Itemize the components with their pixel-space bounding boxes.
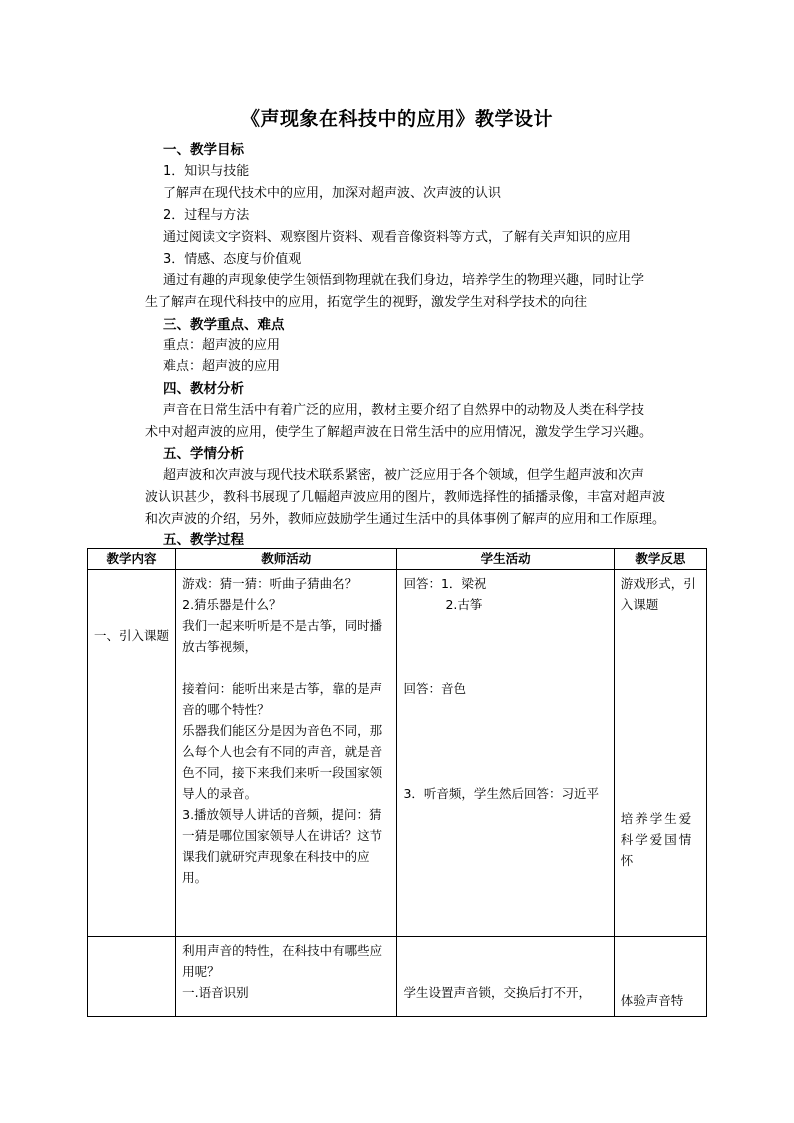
row1-teacher-5: 乐器我们能区分是因为音色不同，那么每个人也会有不同的声音，就是音色不同，接下来我们来听一段国家领导人的录音。 [182,723,383,801]
row1-student-cell [397,570,614,937]
difficult-point: 难点：超声波的应用 [163,359,281,374]
section-heading-teaching-process: 五、教学过程 [163,532,244,548]
row1-student-2: 2.古筝 [445,597,483,612]
section-heading-material-analysis: 四、教材分析 [163,381,244,397]
section-heading-objectives: 一、教学目标 [163,142,244,158]
row2-teacher-2: 一.语音识别 [182,985,249,1000]
table-row [88,570,707,937]
row2-reflection-cell [614,937,706,1017]
section-heading-student-analysis: 五、学情分析 [163,446,244,462]
row1-teacher-6: 3.播放领导人讲话的音频，提问：猜一猜是哪位国家领导人在讲话？这节课我们就研究声现象在科技中的应用。 [182,807,383,885]
row1-reflection-1: 游戏形式，引入课题 [620,576,696,612]
row1-reflection-cell [614,570,706,937]
student-analysis-line3: 和次声波的介绍，另外，教师应鼓励学生通过生活中的具体事例了解声的应用和工作原理。 [145,512,666,527]
row1-student-3: 回答：音色 [403,681,466,696]
section-heading-key-points: 三、教学重点、难点 [163,317,285,333]
row2-content-cell [88,937,176,1017]
row1-teacher-4: 接着问：能听出来是古筝，靠的是声音的哪个特性？ [182,681,383,717]
table-header-row [88,549,707,570]
row1-reflection-2: 培养学生爱科学爱国情怀 [620,811,694,868]
row1-teacher-3: 我们一起来听听是不是古筝，同时播放古筝视频， [182,618,383,654]
row1-teacher-2: 2.猜乐器是什么？ [182,597,282,612]
objective-1-text: 了解声在现代技术中的应用，加深对超声波、次声波的认识 [163,186,502,201]
header-teacher-activity: 教师活动 [176,549,397,570]
objective-3-title: 3．情感、态度与价值观 [163,252,302,267]
material-analysis-line2: 术中对超声波的应用，使学生了解超声波在日常生活中的应用情况，激发学生学习兴趣。 [145,425,653,440]
row2-teacher-1: 利用声音的特性，在科技中有哪些应用呢？ [182,943,383,979]
objective-2-text: 通过阅读文字资料、观察图片资料、观看音像资料等方式，了解有关声知识的应用 [163,230,632,245]
header-student-activity: 学生活动 [397,549,614,570]
document-title: 《声现象在科技中的应用》教学设计 [240,108,553,130]
material-analysis-line1: 声音在日常生活中有着广泛的应用，教材主要介绍了自然界中的动物及人类在科学技 [163,403,645,418]
row1-student-1: 回答：1．梁祝 [403,576,487,591]
row1-teacher-cell [176,570,397,937]
row2-teacher-cell [176,937,397,1017]
student-analysis-line2: 波认识甚少，教科书展现了几幅超声波应用的图片，教师选择性的插播录像，丰富对超声波 [145,490,666,505]
teaching-process-table [87,548,707,1017]
header-content: 教学内容 [88,549,176,570]
row1-content: 一、引入课题 [94,628,170,643]
row2-student-1: 学生设置声音锁，交换后打不开， [403,985,591,1000]
objective-3-text-line1: 通过有趣的声现象使学生领悟到物理就在我们身边，培养学生的物理兴趣，同时让学 [163,273,645,288]
row1-content-cell [88,570,176,937]
table-row [88,937,707,1017]
header-reflection: 教学反思 [614,549,706,570]
row2-student-cell [397,937,614,1017]
objective-1-title: 1．知识与技能 [163,164,250,179]
key-point: 重点：超声波的应用 [163,338,281,353]
student-analysis-line1: 超声波和次声波与现代技术联系紧密，被广泛应用于各个领域，但学生超声波和次声 [163,468,645,483]
row1-teacher-1: 游戏：猜一猜：听曲子猜曲名？ [182,576,358,591]
objective-2-title: 2．过程与方法 [163,208,250,223]
row2-reflection-1: 体验声音特 [620,993,684,1008]
objective-3-text-line2: 生了解声在现代科技中的应用，拓宽学生的视野，激发学生对科学技术的向往 [145,295,588,310]
row1-student-4: 3．听音频，学生然后回答：习近平 [403,786,599,801]
